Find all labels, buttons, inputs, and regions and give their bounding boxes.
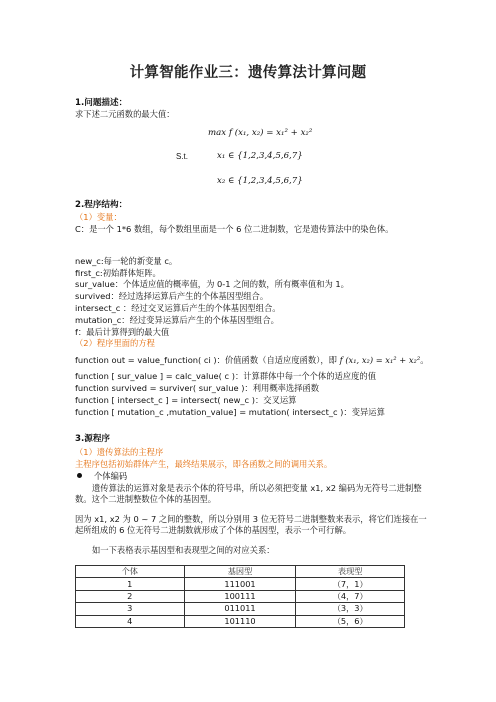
table-cell: 101110 — [184, 615, 296, 627]
function-value-formula: f (x₁, x₂) = x₁² + x₂² — [339, 355, 421, 365]
variable-mutation-c: mutation_c：经过变异运算后产生的个体基因型组合。 — [75, 315, 279, 325]
variable-intersect-c: intersect_c ：经过交叉运算后产生的个体基因型组合。 — [75, 303, 281, 313]
table-cell: 011011 — [184, 603, 296, 615]
encoding-paragraph-2: 因为 x1, x2 为 0 ~ 7 之间的整数，所以分别用 3 位无符号二进制整数来表示，将它们连接在一起所组成的 6 位无符号二进制数就形成了个体的基因型，表示一个可行解。 — [75, 514, 427, 536]
objective-formula: max f (x₁, x₂) = x₁² + x₂² — [208, 128, 313, 138]
table-header-genotype: 基因型 — [184, 566, 296, 578]
function-calc-value: function [ sur_value ] = calc_value( c )：计算群体中每一个个体的适应度的值 — [75, 371, 376, 381]
variable-first-c: first_c:初始群体矩阵。 — [75, 268, 161, 278]
section2-heading: 2.程序结构： — [75, 200, 128, 210]
table-header-row — [76, 566, 405, 578]
variable-sur-value: sur_value：个体适应值的概率值，为 0-1 之间的数，所有概率值和为 1。 — [75, 279, 349, 289]
variable-f: f：最后计算得到的最大值 — [75, 327, 170, 337]
section2-sub2: （2）程序里面的方程 — [75, 338, 155, 348]
function-value-text: function out = value_function( ci )：价值函数（自适应度函数），即 — [75, 355, 337, 365]
table-cell: （4，7） — [296, 590, 405, 602]
constraint-label: S.t. — [176, 152, 189, 161]
document-title: 计算智能作业三：遗传算法计算问题 — [129, 65, 367, 81]
bullet-item — [77, 471, 436, 482]
function-intersect: function [ intersect_c ] = intersect( new_c )：交叉运算 — [75, 395, 297, 405]
table-row — [76, 615, 405, 627]
section3-description: 主程序包括初始群体产生，最终结果展示，即各函数之间的调用关系。 — [75, 459, 333, 469]
table-caption: 如一下表格表示基因型和表现型之间的对应关系： — [92, 545, 275, 555]
table-cell: 4 — [76, 615, 185, 627]
section2-sub1: （1）变量： — [75, 212, 122, 222]
table-row — [76, 603, 405, 615]
table-cell: （3，3） — [296, 603, 405, 615]
variable-c: C：是一个 1*6 数组，每个数组里面是一个 6 位二进制数，它是遗传算法中的染色体。 — [75, 224, 394, 234]
section3-sub1: （1）遗传算法的主程序 — [75, 447, 164, 457]
bullet-label: 个体编码 — [94, 471, 128, 481]
table-cell: （5，6） — [296, 615, 405, 627]
table-row — [76, 590, 405, 602]
variable-survived: survived：经过选择运算后产生的个体基因型组合。 — [75, 291, 269, 301]
table-cell: 2 — [76, 590, 185, 602]
section1-intro: 求下述二元函数的最大值： — [75, 109, 175, 119]
table-row — [76, 578, 405, 590]
encoding-paragraph-1: 遗传算法的运算对象是表示个体的符号串，所以必须把变量 x1, x2 编码为无符号二进制整数。这个二进制整数位个体的基因型。 — [75, 483, 422, 505]
function-value-line — [75, 355, 436, 366]
bullet-icon — [77, 473, 82, 478]
section3-heading: 3.源程序 — [75, 434, 111, 444]
function-mutation: function [ mutation_c ,mutation_value] = mutation( intersect_c )：变异运算 — [75, 407, 385, 417]
table-cell: 111001 — [184, 578, 296, 590]
table-cell: 3 — [76, 603, 185, 615]
table-cell: 100111 — [184, 590, 296, 602]
variable-new-c: new_c:每一轮的新变量 c。 — [75, 256, 178, 266]
function-value-suffix: 。 — [420, 355, 429, 365]
function-surviver: function survived = surviver( sur_value )：利用概率选择函数 — [75, 383, 320, 393]
section1-heading: 1.问题描述： — [75, 98, 128, 108]
table-header-phenotype: 表现型 — [296, 566, 405, 578]
constraint-x1: x₁ ∈ {1,2,3,4,5,6,7} — [217, 151, 303, 161]
constraint-x2: x₂ ∈ {1,2,3,4,5,6,7} — [217, 176, 303, 186]
table-cell: （7，1） — [296, 578, 405, 590]
table-cell: 1 — [76, 578, 185, 590]
genotype-table — [75, 565, 405, 628]
table-header-individual: 个体 — [76, 566, 185, 578]
